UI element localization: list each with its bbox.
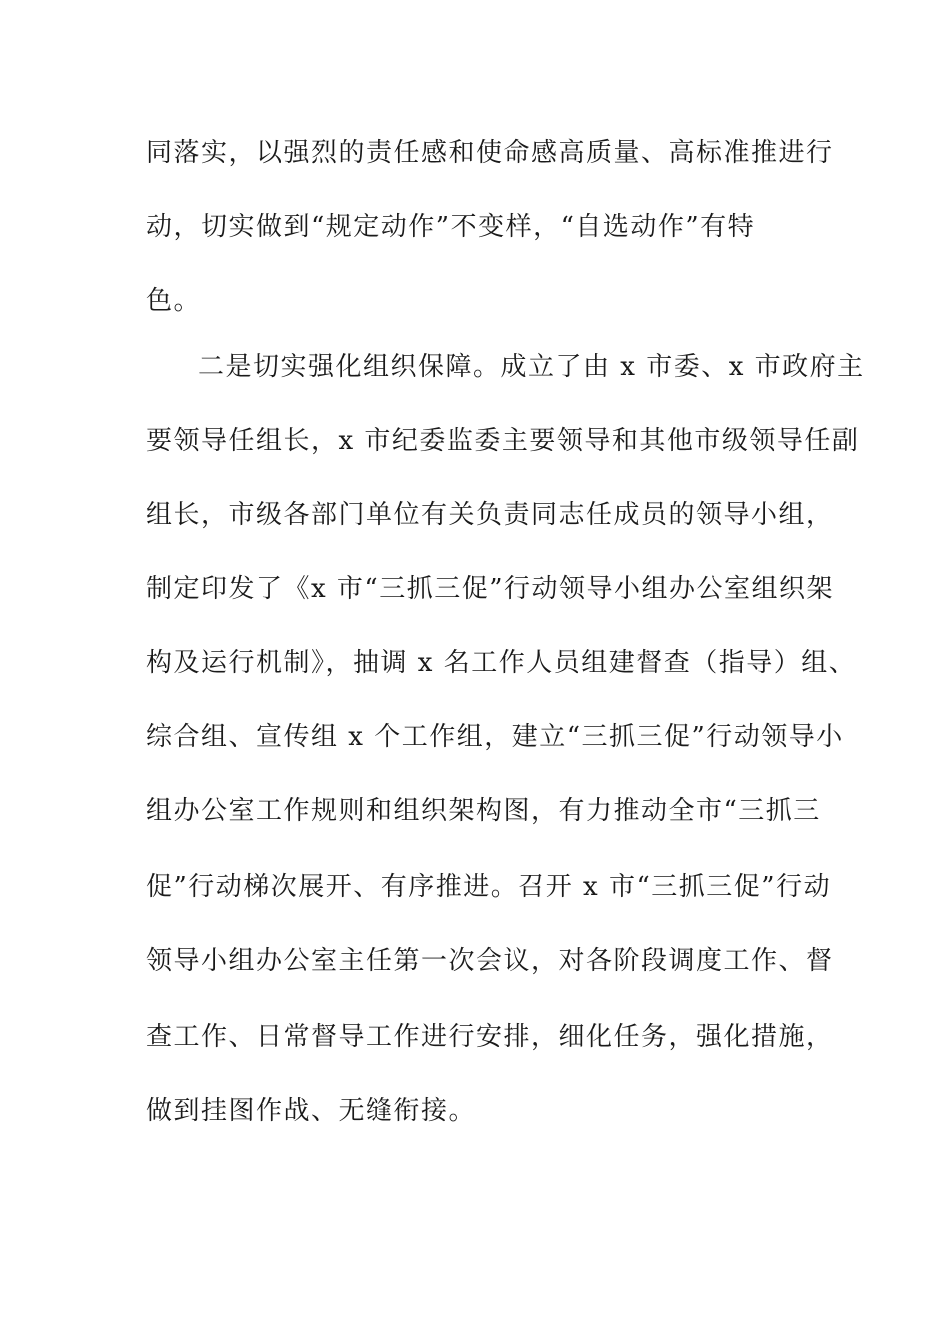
text-line: 色。: [146, 286, 202, 316]
text-line: 组办公室工作规则和组织架构图，有力推动全市“三抓三: [146, 796, 821, 826]
text-line: 组长，市级各部门单位有关负责同志任成员的领导小组，: [146, 500, 834, 530]
text-line: 领导小组办公室主任第一次会议，对各阶段调度工作、督: [146, 946, 834, 976]
text-line: 动，切实做到“规定动作”不变样，“自选动作”有特: [146, 212, 756, 242]
text-line: 制定印发了《x 市“三抓三促”行动领导小组办公室组织架: [146, 574, 835, 604]
text-line: 查工作、日常督导工作进行安排，细化任务，强化措施，: [146, 1022, 834, 1052]
text-line: 促”行动梯次展开、有序推进。召开 x 市“三抓三促”行动: [146, 872, 832, 902]
text-line: 构及运行机制》，抽调 x 名工作人员组建督查（指导）组、: [146, 648, 857, 678]
text-line: 要领导任组长，x 市纪委监委主要领导和其他市级领导任副: [146, 426, 860, 456]
text-line: 同落实，以强烈的责任感和使命感高质量、高标准推进行: [146, 138, 834, 168]
text-line: 综合组、宣传组 x 个工作组，建立“三抓三促”行动领导小: [146, 722, 844, 752]
text-line: 做到挂图作战、无缝衔接。: [146, 1096, 477, 1126]
paragraph-start-line: 二是切实强化组织保障。成立了由 x 市委、x 市政府主: [198, 352, 865, 382]
